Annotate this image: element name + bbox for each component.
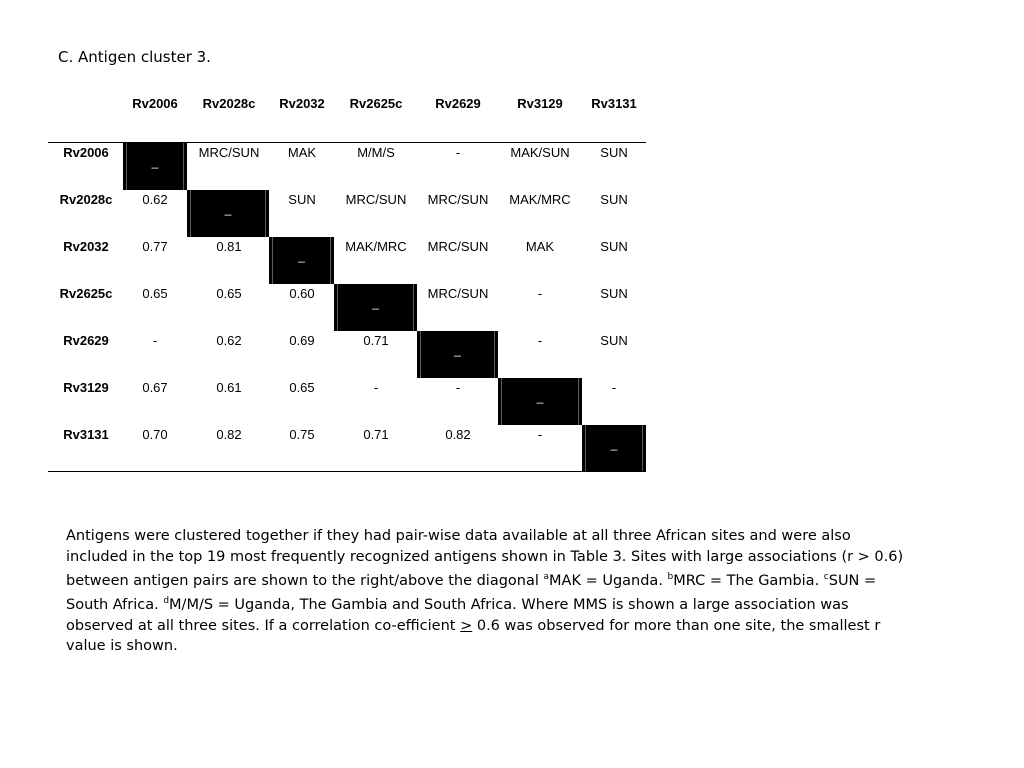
table-cell: 0.75 — [289, 427, 315, 442]
diagonal-mark: _ — [454, 343, 461, 357]
diagonal-cell — [187, 190, 269, 237]
footnote-text-3: MRC = The Gambia. — [673, 572, 824, 589]
table-cell: 0.71 — [363, 427, 389, 442]
table-cell: 0.67 — [142, 380, 168, 395]
diagonal-cell — [417, 331, 498, 378]
table-cell: MAK — [525, 239, 555, 254]
table-cell: - — [455, 380, 461, 395]
table-cell: MAK/SUN — [510, 145, 570, 160]
diagonal-cell — [334, 284, 417, 331]
diagonal-cell — [269, 237, 334, 284]
table-cell: M/M/S — [357, 145, 395, 160]
table-cell: SUN — [600, 333, 628, 348]
table-cell: - — [537, 427, 543, 442]
footnote-sup-c: c — [823, 572, 829, 582]
table-cell: - — [537, 286, 543, 301]
column-header: Rv3131 — [591, 96, 637, 111]
table-cell: - — [455, 145, 461, 160]
table-cell: 0.81 — [216, 239, 242, 254]
table-cell: SUN — [600, 145, 628, 160]
diagonal-cell — [498, 378, 582, 425]
column-header: Rv3129 — [517, 96, 563, 111]
diagonal-mark: _ — [610, 437, 618, 451]
table-cell: MAK/MRC — [509, 192, 571, 207]
table-cell: 0.62 — [142, 192, 168, 207]
row-header: Rv3131 — [63, 427, 109, 442]
table-cell: MRC/SUN — [427, 286, 489, 301]
table-cell: MRC/SUN — [345, 192, 407, 207]
footnote-sup-a: a — [543, 572, 550, 582]
row-header: Rv2006 — [63, 145, 109, 160]
table-cell: 0.60 — [289, 286, 315, 301]
column-header: Rv2032 — [279, 96, 325, 111]
table-cell: 0.65 — [216, 286, 242, 301]
diagonal-mark: _ — [372, 296, 379, 310]
table-cell: 0.61 — [216, 380, 242, 395]
diagonal-mark: _ — [224, 202, 232, 216]
row-header: Rv3129 — [63, 380, 109, 395]
table-cell: MRC/SUN — [427, 239, 489, 254]
footnote-sup-b: b — [667, 572, 674, 582]
table-cell: - — [611, 380, 617, 395]
table-cell: 0.82 — [216, 427, 242, 442]
row-header: Rv2625c — [59, 286, 113, 301]
table-cell: 0.77 — [142, 239, 168, 254]
table-bottom-rule — [48, 471, 646, 472]
table-cell: MAK/MRC — [345, 239, 407, 254]
table-top-rule — [48, 142, 646, 143]
diagonal-mark: _ — [536, 390, 544, 404]
footnote-text-6: 0.6 was observed for more than one site, the smallest r value is shown. — [66, 617, 881, 655]
table-cell: 0.70 — [142, 427, 168, 442]
row-header: Rv2032 — [63, 239, 109, 254]
table-cell: SUN — [600, 286, 628, 301]
table-cell: 0.69 — [289, 333, 315, 348]
footnote-ge-symbol: > — [460, 617, 473, 634]
diagonal-cell — [123, 143, 187, 190]
footnote-text-1: Antigens were clustered together if they had pair-wise data available at all three African sites and were also included in the top 19 most frequently recognized antigens shown in Table 3. Sites with large associations (r > 0.6) between antigen pairs are shown to the right/above the diagonal — [66, 528, 904, 589]
table-cell: - — [373, 380, 379, 395]
diagonal-mark: _ — [298, 249, 305, 263]
table-cell: - — [537, 333, 543, 348]
table-footnote — [66, 526, 906, 657]
footnote-sup-d: d — [163, 596, 170, 607]
column-header: Rv2625c — [349, 96, 403, 111]
column-header: Rv2028c — [202, 96, 256, 111]
table-cell: 0.71 — [363, 333, 389, 348]
table-cell: MRC/SUN — [427, 192, 489, 207]
table-cell: 0.62 — [216, 333, 242, 348]
table-cell: - — [152, 333, 158, 348]
diagonal-mark: _ — [151, 155, 159, 169]
table-cell: 0.82 — [445, 427, 471, 442]
column-header: Rv2629 — [435, 96, 481, 111]
table-cell: SUN — [600, 239, 628, 254]
column-header: Rv2006 — [132, 96, 178, 111]
footnote-text-4: SUN = South Africa. — [66, 572, 877, 614]
table-cell: SUN — [600, 192, 628, 207]
row-header: Rv2629 — [63, 333, 109, 348]
table-cell: 0.65 — [289, 380, 315, 395]
footnote-text-2: MAK = Uganda. — [549, 572, 668, 589]
table-cell: SUN — [288, 192, 316, 207]
footnote-text-5: M/M/S = Uganda, The Gambia and South Africa. Where MMS is shown a large association was observed at all three sites. If a correlation co-efficient — [66, 597, 849, 634]
row-header: Rv2028c — [59, 192, 113, 207]
diagonal-cell — [582, 425, 646, 472]
table-cell: MAK — [287, 145, 317, 160]
table-cell: MRC/SUN — [198, 145, 260, 160]
slide-title: C. Antigen cluster 3. — [58, 48, 211, 66]
table-cell: 0.65 — [142, 286, 168, 301]
